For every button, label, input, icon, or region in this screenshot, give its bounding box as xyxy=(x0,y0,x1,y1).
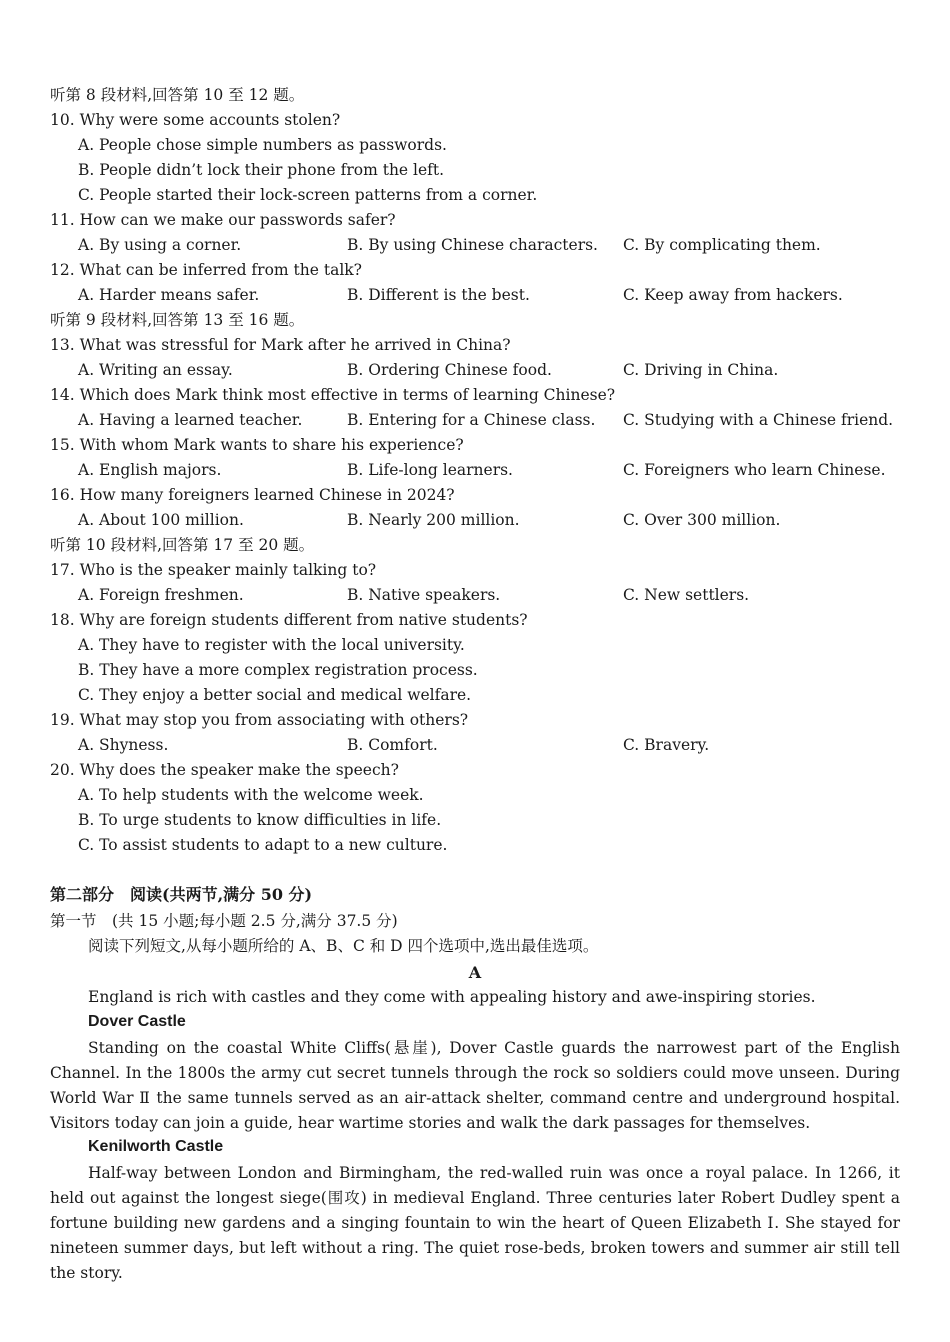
question-14-option-a: A. Having a learned teacher. xyxy=(78,411,303,429)
section-9-header: 听第 9 段材料,回答第 13 至 16 题。 xyxy=(50,311,305,329)
question-11-option-a: A. By using a corner. xyxy=(78,236,242,254)
question-16-stem: 16. How many foreigners learned Chinese in 2024? xyxy=(50,486,455,504)
reading-part-title: 第二部分 阅读(共两节,满分 50 分) xyxy=(50,885,313,904)
question-14-option-b: B. Entering for a Chinese class. xyxy=(347,411,596,429)
question-20-option-a: A. To help students with the welcome week. xyxy=(78,786,424,804)
question-20-option-b: B. To urge students to know difficulties in life. xyxy=(78,811,442,829)
question-18-option-a: A. They have to register with the local university. xyxy=(78,636,465,654)
section-10-header: 听第 10 段材料,回答第 17 至 20 题。 xyxy=(50,536,315,554)
question-20-stem: 20. Why does the speaker make the speech? xyxy=(50,761,399,779)
question-13-option-c: C. Driving in China. xyxy=(623,361,779,379)
question-10-option-b: B. People didn’t lock their phone from the left. xyxy=(78,161,445,179)
question-10-option-c: C. People started their lock-screen patterns from a corner. xyxy=(78,186,538,204)
question-18-option-c: C. They enjoy a better social and medical welfare. xyxy=(78,686,472,704)
castle-1-paragraph: Standing on the coastal White Cliffs(悬崖), Dover Castle guards the narrowest part of the English Channel. In the 1800s the army cut secret tunnels through the rock so soldiers could move unseen. During World War Ⅱ the same tunnels served as an air-attack shelter, command centre and underground hospital. Visitors today can join a guide, hear wartime stories and walk the dark passages for themselves. xyxy=(50,1039,900,1132)
section-8-header: 听第 8 段材料,回答第 10 至 12 题。 xyxy=(50,86,305,104)
question-15-option-b: B. Life-long learners. xyxy=(347,461,513,479)
castle-2-heading: Kenilworth Castle xyxy=(88,1138,224,1155)
question-11-option-c: C. By complicating them. xyxy=(623,236,821,254)
castle-1-heading: Dover Castle xyxy=(88,1013,186,1030)
passage-intro: England is rich with castles and they come with appealing history and awe-inspiring stories. xyxy=(88,988,816,1006)
question-17-stem: 17. Who is the speaker mainly talking to? xyxy=(50,561,377,579)
question-18-stem: 18. Why are foreign students different from native students? xyxy=(50,611,528,629)
question-11-option-b: B. By using Chinese characters. xyxy=(347,236,598,254)
question-15-stem: 15. With whom Mark wants to share his experience? xyxy=(50,436,464,454)
question-19-option-a: A. Shyness. xyxy=(78,736,169,754)
question-10-stem: 10. Why were some accounts stolen? xyxy=(50,111,341,129)
question-15-option-c: C. Foreigners who learn Chinese. xyxy=(623,461,886,479)
question-12-option-a: A. Harder means safer. xyxy=(78,286,260,304)
reading-instruction: 阅读下列短文,从每小题所给的 A、B、C 和 D 四个选项中,选出最佳选项。 xyxy=(88,937,599,955)
question-12-stem: 12. What can be inferred from the talk? xyxy=(50,261,362,279)
question-16-option-c: C. Over 300 million. xyxy=(623,511,781,529)
question-10-option-a: A. People chose simple numbers as passwords. xyxy=(78,136,447,154)
question-12-option-c: C. Keep away from hackers. xyxy=(623,286,843,304)
question-19-option-b: B. Comfort. xyxy=(347,736,438,754)
question-13-option-b: B. Ordering Chinese food. xyxy=(347,361,552,379)
question-18-option-b: B. They have a more complex registration process. xyxy=(78,661,478,679)
question-14-option-c: C. Studying with a Chinese friend. xyxy=(623,411,894,429)
reading-section-title: 第一节 (共 15 小题;每小题 2.5 分,满分 37.5 分) xyxy=(50,912,398,930)
passage-label: A xyxy=(468,963,482,982)
question-13-option-a: A. Writing an essay. xyxy=(78,361,233,379)
question-16-option-b: B. Nearly 200 million. xyxy=(347,511,520,529)
question-16-option-a: A. About 100 million. xyxy=(78,511,244,529)
question-20-option-c: C. To assist students to adapt to a new culture. xyxy=(78,836,448,854)
castle-2-paragraph: Half-way between London and Birmingham, the red-walled ruin was once a royal palace. In 1266, it held out against the longest siege(围攻) in medieval England. Three centuries later Robert Dudley spent a fortune building new gardens and a singing fountain to win the heart of Queen Elizabeth Ⅰ. She stayed for nineteen summer days, but left without a ring. The quiet rose-beds, broken towers and summer air still tell the story. xyxy=(50,1164,900,1282)
question-14-stem: 14. Which does Mark think most effective in terms of learning Chinese? xyxy=(50,386,616,404)
question-17-option-c: C. New settlers. xyxy=(623,586,750,604)
question-15-option-a: A. English majors. xyxy=(78,461,222,479)
question-12-option-b: B. Different is the best. xyxy=(347,286,530,304)
question-17-option-b: B. Native speakers. xyxy=(347,586,501,604)
question-17-option-a: A. Foreign freshmen. xyxy=(78,586,244,604)
question-19-stem: 19. What may stop you from associating with others? xyxy=(50,711,469,729)
question-11-stem: 11. How can we make our passwords safer? xyxy=(50,211,396,229)
question-19-option-c: C. Bravery. xyxy=(623,736,710,754)
question-13-stem: 13. What was stressful for Mark after he arrived in China? xyxy=(50,336,511,354)
